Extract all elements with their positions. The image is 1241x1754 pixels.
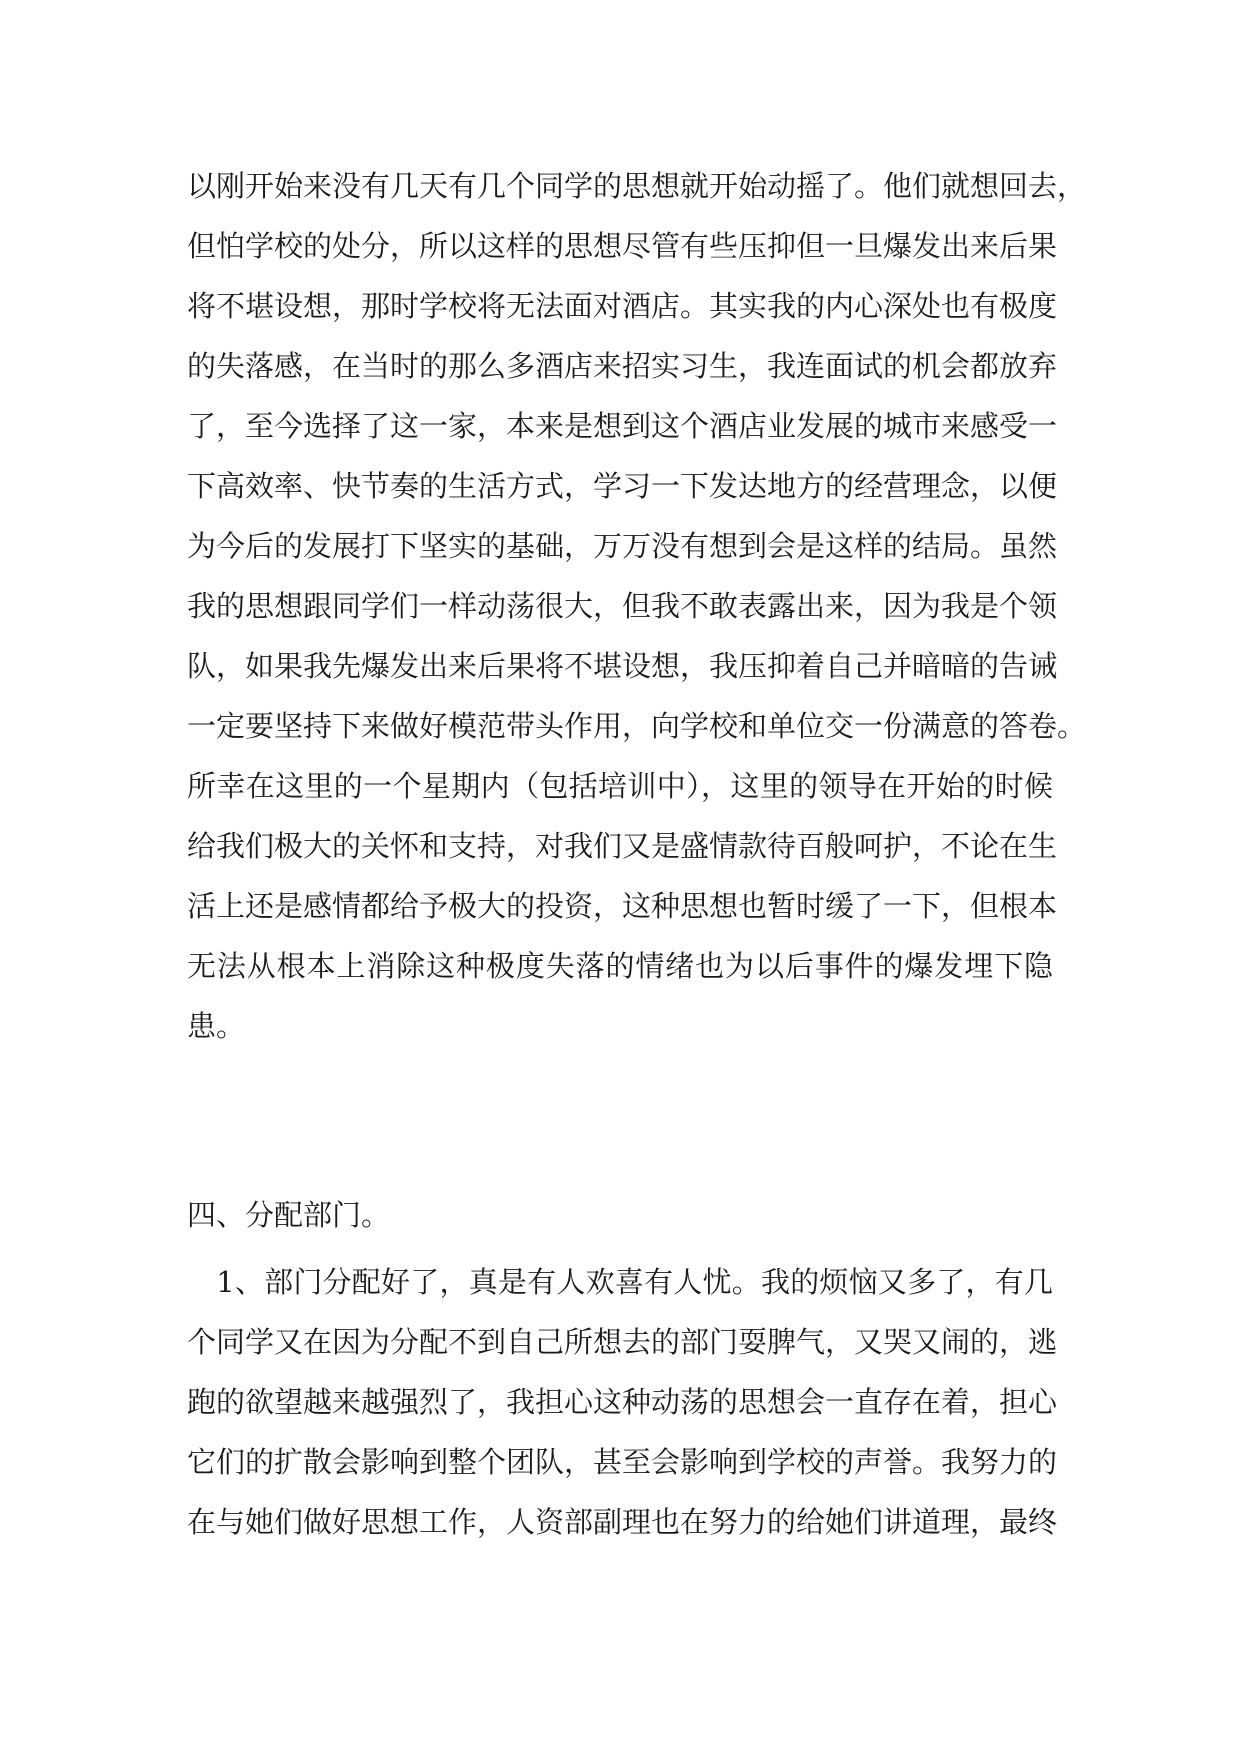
paragraph-line: 所幸在这里的一个星期内（包括培训中），这里的领导在开始的时候 [187,769,1053,803]
paragraph-line: 的失落感，在当时的那么多酒店来招实习生，我连面试的机会都放弃 [187,349,1058,383]
section-heading: 四、分配部门。 [187,1198,391,1232]
paragraph-line: 但怕学校的处分，所以这样的思想尽管有些压抑但一旦爆发出来后果 [187,229,1058,263]
paragraph-line: 队，如果我先爆发出来后果将不堪设想，我压抑着自己并暗暗的告诫 [187,649,1058,683]
paragraph-2 [187,1252,1058,1552]
paragraph-line: 下高效率、快节奏的生活方式，学习一下发达地方的经营理念，以便 [187,469,1058,503]
paragraph-line: 无法从根本上消除这种极度失落的情绪也为以后事件的爆发埋下隐 [187,949,1053,983]
paragraph-line: 将不堪设想，那时学校将无法面对酒店。其实我的内心深处也有极度 [187,289,1058,323]
paragraph-line: 以刚开始来没有几天有几个同学的思想就开始动摇了。他们就想回去， [187,169,1087,203]
paragraph-line: 患。 [187,1009,246,1043]
paragraph-1 [187,156,1087,1056]
paragraph-line: 个同学又在因为分配不到自己所想去的部门耍脾气，又哭又闹的，逃 [187,1325,1058,1359]
paragraph-line: 给我们极大的关怀和支持，对我们又是盛情款待百般呵护，不论在生 [187,829,1058,863]
paragraph-line: 跑的欲望越来越强烈了，我担心这种动荡的思想会一直存在着，担心 [187,1385,1058,1419]
paragraph-line: 了，至今选择了这一家，本来是想到这个酒店业发展的城市来感受一 [187,409,1058,443]
paragraph-line: 它们的扩散会影响到整个团队，甚至会影响到学校的声誉。我努力的 [187,1445,1058,1479]
paragraph-line: 我的思想跟同学们一样动荡很大，但我不敢表露出来，因为我是个领 [187,589,1058,623]
paragraph-line: 一定要坚持下来做好模范带头作用，向学校和单位交一份满意的答卷。 [187,709,1087,743]
paragraph-line: 活上还是感情都给予极大的投资，这种思想也暂时缓了一下，但根本 [187,889,1058,923]
paragraph-line: 为今后的发展打下坚实的基础，万万没有想到会是这样的结局。虽然 [187,529,1058,563]
paragraph-line: 在与她们做好思想工作，人资部副理也在努力的给她们讲道理，最终 [187,1505,1058,1539]
paragraph-line: 1、部门分配好了，真是有人欢喜有人忧。我的烦恼又多了，有几 [187,1265,1053,1299]
